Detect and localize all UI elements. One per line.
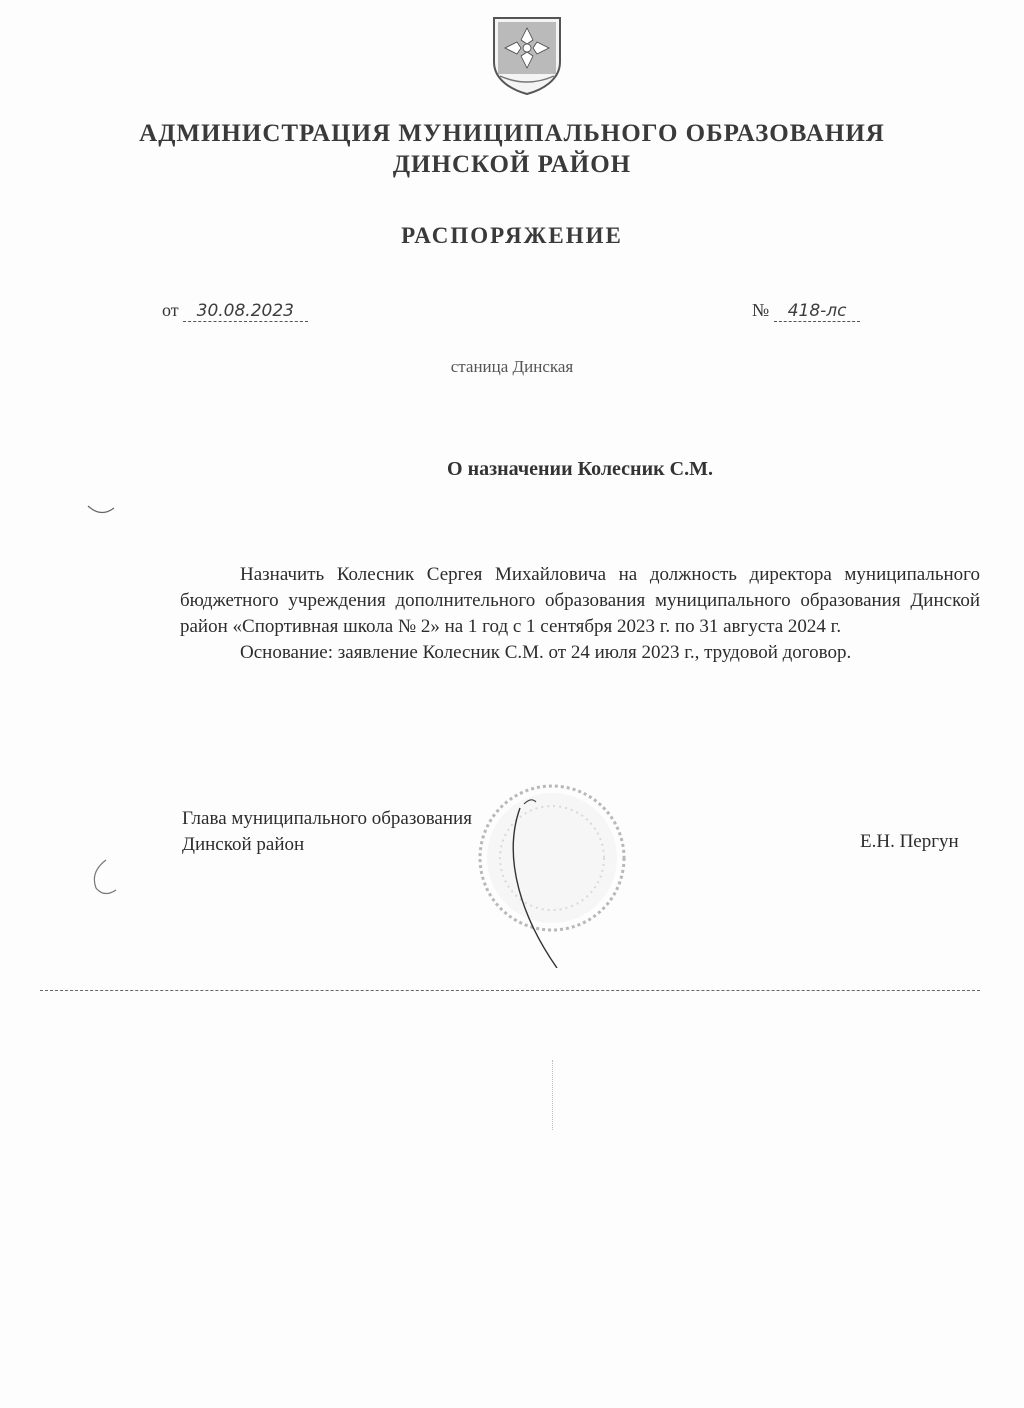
scan-artifact xyxy=(552,1060,555,1130)
coat-of-arms-icon xyxy=(490,14,564,96)
document-type: РАСПОРЯЖЕНИЕ xyxy=(401,223,623,248)
signer-name: Е.Н. Пергун xyxy=(860,831,959,852)
date-block xyxy=(162,300,308,322)
place-of-issue: станица Динская xyxy=(450,357,574,376)
document-subject: О назначении Колесник С.М. xyxy=(447,458,713,480)
date-value: 30.08.2023 xyxy=(183,301,308,322)
organization-name-line-1: АДМИНИСТРАЦИЯ МУНИЦИПАЛЬНОГО ОБРАЗОВАНИЯ xyxy=(139,120,885,147)
signer-title xyxy=(182,806,472,858)
punch-hole-mark xyxy=(86,502,116,518)
punch-hole-mark xyxy=(88,858,118,898)
signer-title-line-2: Динской район xyxy=(182,834,305,855)
body-paragraph-appointment: Назначить Колесник Сергея Михайловича на должность директора муниципального бюджетного учреждения дополнительного образования муниципального образования Динской район «Спортивная школа № 2» на 1 год с 1 сентября 2023 г. по 31 августа 2024 г. xyxy=(180,564,980,637)
number-block xyxy=(752,300,860,322)
document-body xyxy=(180,562,980,666)
signer-title-line-1: Глава муниципального образования xyxy=(182,808,472,829)
body-paragraph-basis: Основание: заявление Колесник С.М. от 24 июля 2023 г., трудовой договор. xyxy=(240,642,852,663)
number-value: 418-лс xyxy=(774,301,861,322)
date-label: от xyxy=(162,300,179,320)
official-seal-icon xyxy=(462,768,642,968)
organization-name-line-2: ДИНСКОЙ РАЙОН xyxy=(392,151,632,178)
page-fold-line xyxy=(40,990,980,991)
number-label: № xyxy=(752,300,770,320)
